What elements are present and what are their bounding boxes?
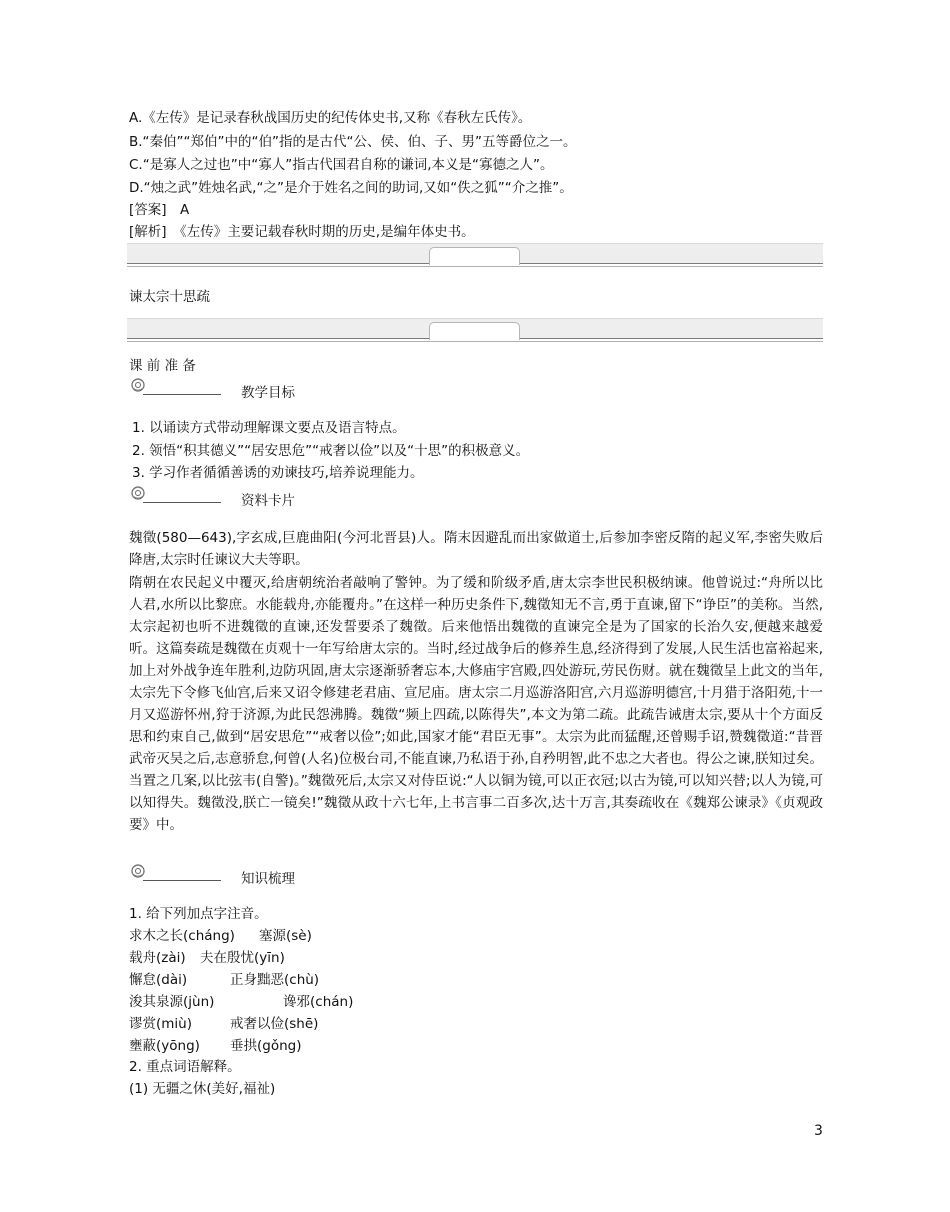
flower-icon	[129, 376, 149, 396]
answer: [答案] A	[129, 202, 190, 218]
goal-item: 1. 以诵读方式带动理解课文要点及语言特点。	[132, 420, 406, 436]
question-1: 1. 给下列加点字注音。	[129, 906, 268, 922]
section-divider	[127, 318, 823, 342]
option-d: D.“烛之武”姓烛名武,“之”是介于姓名之间的助词,又如“佚之狐”“介之推”。	[129, 180, 573, 196]
goal-item: 2. 领悟“积其德义”“居安思危”“戒奢以俭”以及“十思”的积极意义。	[132, 443, 530, 459]
flower-icon	[129, 862, 149, 882]
card-paragraph-2: 隋朝在农民起义中覆灭,给唐朝统治者敲响了警钟。为了缓和阶级矛盾,唐太宗李世民积极纳谏。他曾说过:“舟所以比人君,水所以比黎庶。水能载舟,亦能覆舟。”在这样一种历史条件下,魏徵知无不言,勇于直谏,留下“诤臣”的美称。当然,太宗起初也听不进魏徵的直谏,还发誓要杀了魏徵。后来他悟出魏徵的直谏完全是为了国家的长治久安,便越来越爱听。这篇奏疏是魏徵在贞观十一年写给唐太宗的。当时,经过战争后的修养生息,经济得到了发展,人民生活也富裕起来,加上对外战争连年胜利,边防巩固,唐太宗逐渐骄奢忘本,大修庙宇宫殿,四处游玩,劳民伤财。就在魏徵呈上此文的当年,太宗先下令修飞仙宫,后来又诏令修建老君庙、宣尼庙。唐太宗二月巡游洛阳宫,六月巡游明德宫,十月猎于洛阳苑,十一月又巡游怀州,狩于济源,为此民怨沸腾。魏徵“频上四疏,以陈得失”,本文为第二疏。此疏告诫唐太宗,要从十个方面反思和约束自己,做到“居安思危”“戒奢以俭”;如此,国家才能“君臣无事”。太宗为此而猛醒,还曾赐手诏,赞魏徵道:“昔晋武帝灭吴之后,志意骄怠,何曾(人名)位极台司,不能直谏,乃私语于孙,自矜明智,此不忠之大者也。得公之谏,朕知过矣。当置之几案,以比弦韦(自警)。”魏徵死后,太宗又对侍臣说:“人以铜为镜,可以正衣冠;以古为镜,可以知兴替;以人为镜,可以知得失。魏徵没,朕亡一镜矣!”魏徵从政十六七年,上书言事二百多次,达十万言,其奏疏收在《魏郑公谏录》《贞观政要》中。	[129, 575, 823, 833]
option-b: B.“秦伯”“郑伯”中的“伯”指的是古代“公、侯、伯、子、男”五等爵位之一。	[129, 134, 577, 150]
question-2-item-1: (1) 无疆之休(美好,福祉)	[129, 1081, 276, 1097]
lesson-title: 谏太宗十思疏	[129, 289, 210, 305]
flower-icon	[129, 484, 149, 504]
section-title: 课 前 准 备	[129, 358, 196, 374]
option-c: C.“是寡人之过也”中“寡人”指古代国君自称的谦词,本义是“寡德之人”。	[129, 157, 554, 173]
goals-heading: 教学目标	[241, 385, 295, 401]
option-a: A.《左传》是记录春秋战国历史的纪传体史书,又称《春秋左氏传》。	[129, 110, 532, 126]
page-number: 3	[814, 1123, 823, 1139]
card-paragraph-1: 魏徵(580—643),字玄成,巨鹿曲阳(今河北晋县)人。隋末因避乱而出家做道士,后参加李密反隋的起义军,李密失败后降唐,太宗时任谏议大夫等职。	[129, 530, 823, 568]
analysis: [解析] 《左传》主要记载春秋时期的历史,是编年体史书。	[129, 224, 475, 240]
card-heading: 资料卡片	[241, 493, 295, 509]
section-divider	[127, 243, 823, 267]
knowledge-heading: 知识梳理	[241, 871, 295, 887]
question-2: 2. 重点词语解释。	[129, 1059, 241, 1075]
goal-item: 3. 学习作者循循善诱的劝谏技巧,培养说理能力。	[132, 465, 424, 481]
document-page: A.《左传》是记录春秋战国历史的纪传体史书,又称《春秋左氏传》。 B.“秦伯”“郑伯”中的“伯”指的是古代“公、侯、伯、子、男”五等爵位之一。 C.“是寡人之过也”中“寡人”指古代国君自称的谦词,本义是“寡德之人”。 D.“烛之武”姓烛名武,“之”是介于姓名之间的助词,又如“佚之狐”“介之推”。 [答案] A [解析] 《左传》主要记载春秋时期的历史,是编年体史书。 谏太宗十思疏 课 前 准 备 教学目标 1. 以诵读方式带动理解课文要点及语言特点。 2. 领悟“积其德义”“居安思危”“戒奢以俭”以及“十思”的积极意义。 3. 学习作者循循善诱的劝谏技巧,培养说理能力。 资料卡片 魏徵(580—643),字玄成,巨鹿曲阳(今河北晋县)人。隋末因避乱而出家做道士,后参加李密反隋的起义军,李密失败后降唐,太宗时任谏议大夫等职。 隋朝在农民起义中覆灭,给唐朝统治者敲响了警钟。为了缓和阶级矛盾,唐太宗李世民积极纳谏。他曾说过:“舟所以比人君,水所以比黎庶。水能载舟,亦能覆舟。”在这样一种历史条件下,魏徵知无不言,勇于直谏,留下“诤臣”的美称。当然,太宗起初也听不进魏徵的直谏,还发誓要杀了魏徵。后来他悟出魏徵的直谏完全是为了国家的长治久安,便越来越爱听。这篇奏疏是魏徵在贞观十一年写给唐太宗的。当时,经过战争后的修养生息,经济得到了发展,人民生活也富裕起来,加上对外战争连年胜利,边防巩固,唐太宗逐渐骄奢忘本,大修庙宇宫殿,四处游玩,劳民伤财。就在魏徵呈上此文的当年,太宗先下令修飞仙宫,后来又诏令修建老君庙、宣尼庙。唐太宗二月巡游洛阳宫,六月巡游明德宫,十月猎于洛阳苑,十一月又巡游怀州,狩于济源,为此民怨沸腾。魏徵“频上四疏,以陈得失”,本文为第二疏。此疏告诫唐太宗,要从十个方面反思和约束自己,做到“居安思危”“戒奢以俭”;如此,国家才能“君臣无事”。太宗为此而猛醒,还曾赐手诏,赞魏徵道:“昔晋武帝灭吴之后,志意骄怠,何曾(人名)位极台司,不能直谏,乃私语于孙,自矜明智,此不忠之大者也。得公之谏,朕知过矣。当置之几案,以比弦韦(自警)。”魏徵死后,太宗又对侍臣说:“人以铜为镜,可以正衣冠;以古为镜,可以知兴替;以人为镜,可以知得失。魏徵没,朕亡一镜矣!”魏徵从政十六七年,上书言事二百多次,达十万言,其奏疏收在《魏郑公谏录》《贞观政要》中。 知识梳理 1. 给下列加点字注音。 求木之长(cháng) 塞源(sè) 载舟(zài) 夫在殷忧(yīn) 懈怠(dài) 正身黜恶(chù) 浚其泉源(jùn) 谗邪(chán) 谬赏(miù) 戒奢以俭(shē) 壅蔽(yōng) 垂拱(gǒng) 2. 重点词语解释。 (1) 无疆之休(美好,福祉) 3	[129, 110, 823, 1139]
